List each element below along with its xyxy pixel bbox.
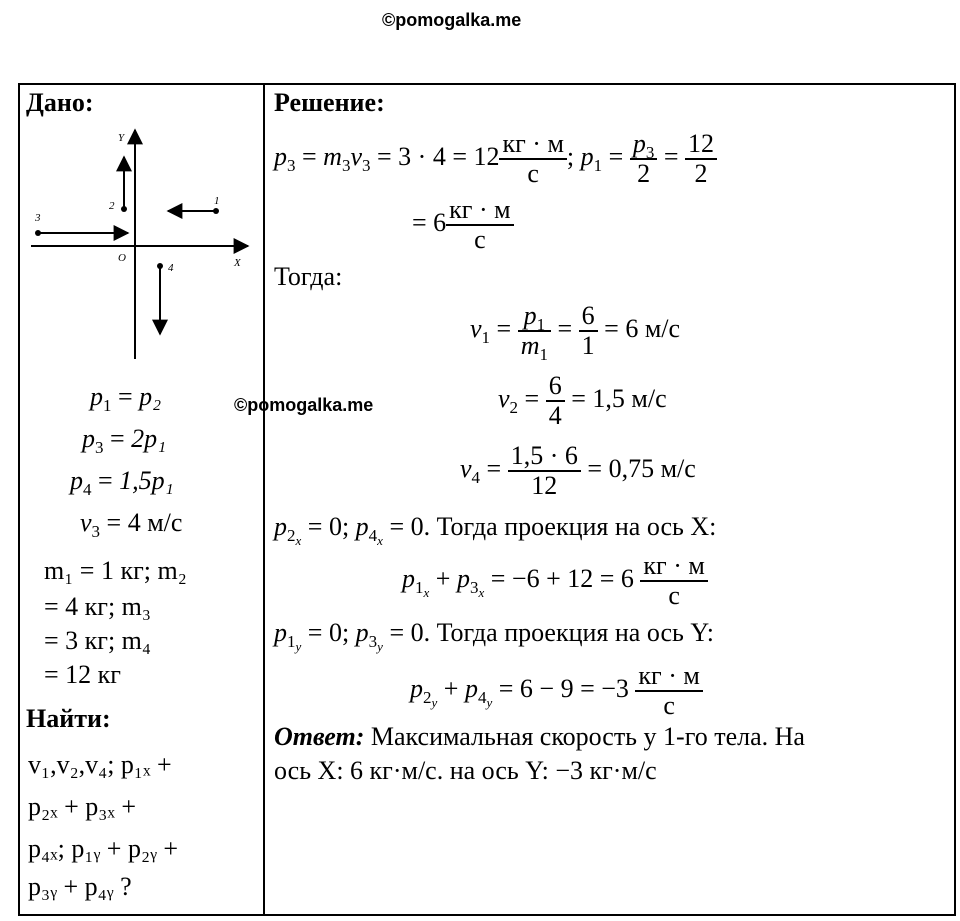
p1-numeric-den: 2 [694, 159, 708, 188]
find-line-2: p₂ₓ + p₃ₓ + [28, 792, 137, 821]
given-mass-line-2: = 4 кг; m₃ [44, 592, 151, 621]
solution-p1-value: 6 [433, 207, 447, 237]
given-eq-p1: $p_1 = p_2$ [90, 382, 162, 415]
motion-diagram [28, 124, 256, 362]
solution-sum-y-value: 6 − 9 = −3 [519, 673, 629, 703]
unit-denominator-3: с [668, 581, 680, 610]
origin-label: O [118, 252, 126, 264]
solution-v2: $v_2$ = $\frac{6}{4}$ = 1,5 м/с [498, 371, 667, 430]
answer-text-1: Максимальная скорость у 1-го тела. На [364, 722, 805, 751]
given-eq-p4: $p_4 = 1,5p_1$ [70, 466, 174, 499]
unit-fraction-3 [640, 552, 707, 610]
find-line-4: p₃ᵧ + p₄ᵧ ? [28, 872, 132, 901]
solution-then: Тогда: [274, 262, 343, 291]
solution-sum-x: $p_{1_x} + p_{3_x} = -6 + 12 = 6$ $\frac{кг \cdot м}{с}$ [402, 552, 708, 610]
given-mass-line-3: = 3 кг; m₄ [44, 626, 151, 655]
unit-numerator-3: кг · м [640, 552, 707, 582]
solution-proj-x-label: . Тогда проекция на ось X: [423, 512, 717, 541]
solution-projection-x-text: $p_{2_x} = 0$; $p_{4_x} = 0$. Тогда проекция на ось X: [274, 512, 717, 548]
answer-label: Ответ: [274, 722, 365, 751]
given-eq-p3: $p_3 = 2p_1$ [82, 424, 167, 457]
solution-v4-result: 0,75 м/с [608, 453, 696, 483]
solution-v4: $v_4$ = $\frac{1,5 \cdot 6}{12}$ = 0,75 м/с [460, 441, 696, 500]
find-line-3: p₄ₓ; p₁ᵧ + p₂ᵧ + [28, 834, 179, 863]
unit-fraction [499, 130, 566, 188]
given-mass-line-1: m₁ = 1 кг; m₂ [44, 556, 187, 585]
body-4-label: 4 [168, 262, 174, 274]
unit-denominator: с [527, 159, 539, 188]
given-title: Дано: [26, 88, 94, 117]
answer-line-1 [274, 722, 805, 752]
unit-denominator-4: с [663, 691, 675, 720]
solution-sum-y: $p_{2_y} + p_{4_y} = 6 - 9 = -3$ $\frac{кг \cdot м}{с}$ [410, 662, 703, 720]
given-eq-v3: $v_3 = 4$ м/с [80, 508, 183, 541]
axis-y-label: Y [118, 132, 125, 144]
solution-v2-result: 1,5 м/с [592, 383, 667, 413]
solution-v1: $v_1$ = $\frac{p_1}{m_1}$ = $\frac{6}{1}$ = 6 м/с [470, 301, 681, 364]
p1-fraction: $\frac{p_3}{2}$ [630, 130, 658, 188]
solution-v1-result: 6 м/с [625, 313, 681, 343]
given-eq-p4-rhs: 1,5p₁ [119, 466, 174, 495]
given-eq-p3-rhs: 2p₁ [131, 424, 167, 453]
solution-title: Решение: [274, 88, 385, 117]
given-eq-v3-rhs: 4 м/с [127, 508, 183, 537]
unit-fraction-2 [446, 196, 513, 254]
solution-projection-y-text: $p_{1_y} = 0$; $p_{3_y} = 0$. Тогда проекция на ось Y: [274, 618, 714, 654]
unit-denominator-2: с [474, 225, 486, 254]
solution-v4-num: 1,5 · 6 [508, 442, 581, 472]
unit-numerator-2: кг · м [446, 196, 513, 226]
find-line-1: v₁,v₂,v₄; p₁ₓ + [28, 750, 172, 779]
body-3-label: 3 [35, 212, 41, 224]
solution-p3-value: 12 [473, 141, 500, 171]
axis-x-label: X [234, 257, 241, 269]
p1-numeric-num: 12 [685, 130, 717, 160]
find-title: Найти: [26, 704, 111, 733]
unit-fraction-4 [635, 662, 702, 720]
solution-v4-den: 12 [531, 471, 558, 500]
answer-line-2: ось X: 6 кг·м/с. на ось Y: −3 кг·м/с [274, 756, 657, 785]
solution-sum-x-value: −6 + 12 = 6 [511, 563, 634, 593]
solution-momentum-line-2: = 6 $\frac{кг \cdot м}{с}$ [412, 196, 514, 254]
p1-numeric-fraction [685, 130, 717, 188]
watermark-top: ©pomogalka.me [382, 10, 522, 30]
given-eq-p1-rhs: p₂ [139, 382, 162, 411]
given-mass-line-4: = 12 кг [44, 660, 121, 689]
solution-momentum-line-1: $p_3 = m_3v_3 = 3 \cdot 4 = 12$ $\frac{кг \cdot м}{с}$ ; $p_1$ = $\frac{p_3}{2}$ = $\frac{12}{2}$ [274, 130, 717, 188]
body-1-label: 1 [214, 195, 220, 207]
unit-numerator-4: кг · м [635, 662, 702, 692]
column-divider [263, 83, 265, 916]
body-2-label: 2 [109, 200, 115, 212]
watermark-middle: ©pomogalka.me [234, 395, 374, 415]
p1-fraction-den: 2 [637, 159, 651, 188]
unit-numerator: кг · м [499, 130, 566, 160]
solution-proj-y-label: . Тогда проекция на ось Y: [423, 618, 714, 647]
